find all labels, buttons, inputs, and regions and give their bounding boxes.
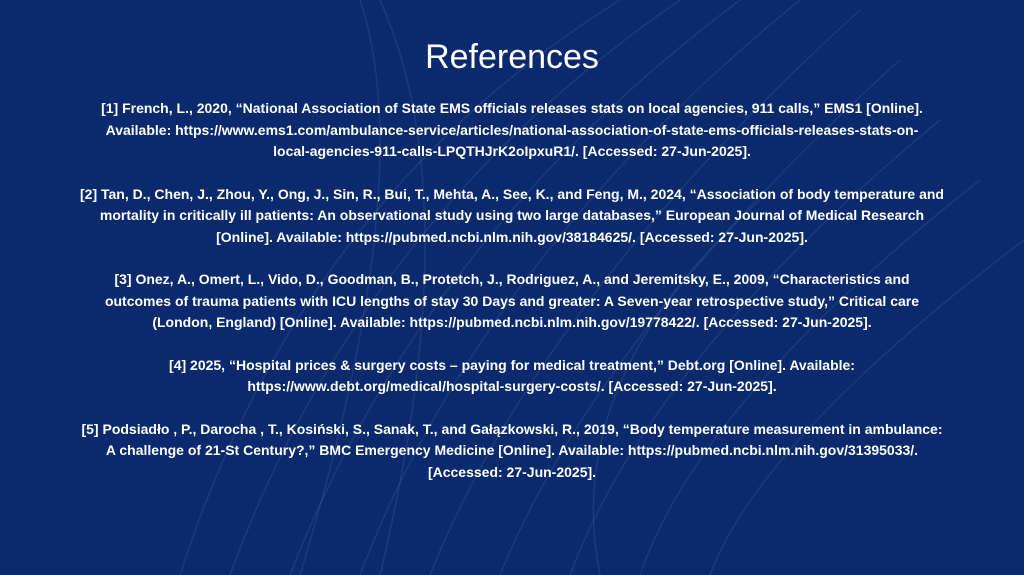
reference-item-1: [1] French, L., 2020, “National Association of State EMS officials releases stats on local agencies, 911 calls,” EMS1 [Online]. Available: https://www.ems1.com/ambulance-service/articles/national-association-of-state-ems-officials-releases-stats-on- local-agencies-911-calls-LPQTHJrK2oIpxuR1/. [Accessed: 27-Jun-2025]. xyxy=(101,100,923,159)
reference-item-4: [4] 2025, “Hospital prices & surgery costs – paying for medical treatment,” Debt.org [Online]. Available: https://www.debt.org/medical/hospital-surgery-costs/. [Accessed: 27-Jun-2025]. xyxy=(169,356,855,394)
reference-item-2: [2] Tan, D., Chen, J., Zhou, Y., Ong, J., Sin, R., Bui, T., Mehta, A., See, K., and Feng, M., 2024, “Association of body temperature and mortality in critically ill patients: An observational study using two large databases,” European Journal of Medical Research [Online]. Available: https://pubmed.ncbi.nlm.nih.gov/38184625/. [Accessed: 27-Jun-2025]. xyxy=(80,185,944,245)
reference-item-5: [5] Podsiadło , P., Darocha , T., Kosiński, S., Sanak, T., and Gałązkowski, R., 2019, “Body temperature measurement in ambulance: A challenge of 21-St Century?,” BMC Emergency Medicine [Online]. Available: https://pubmed.ncbi.nlm.nih.gov/31395033/. [Accessed: 27-Jun-2025]. xyxy=(81,420,943,480)
reference-list xyxy=(48,98,976,504)
page-title: References xyxy=(425,38,599,76)
reference-item-3: [3] Onez, A., Omert, L., Vido, D., Goodman, B., Protetch, J., Rodriguez, A., and Jeremitsky, E., 2009, “Characteristics and outcomes of trauma patients with ICU lengths of stay 30 Days and greater: A Seven-year retrospective study,” Critical care (London, England) [Online]. Available: https://pubmed.ncbi.nlm.nih.gov/19778422/. [Accessed: 27-Jun-2025]. xyxy=(104,271,920,330)
